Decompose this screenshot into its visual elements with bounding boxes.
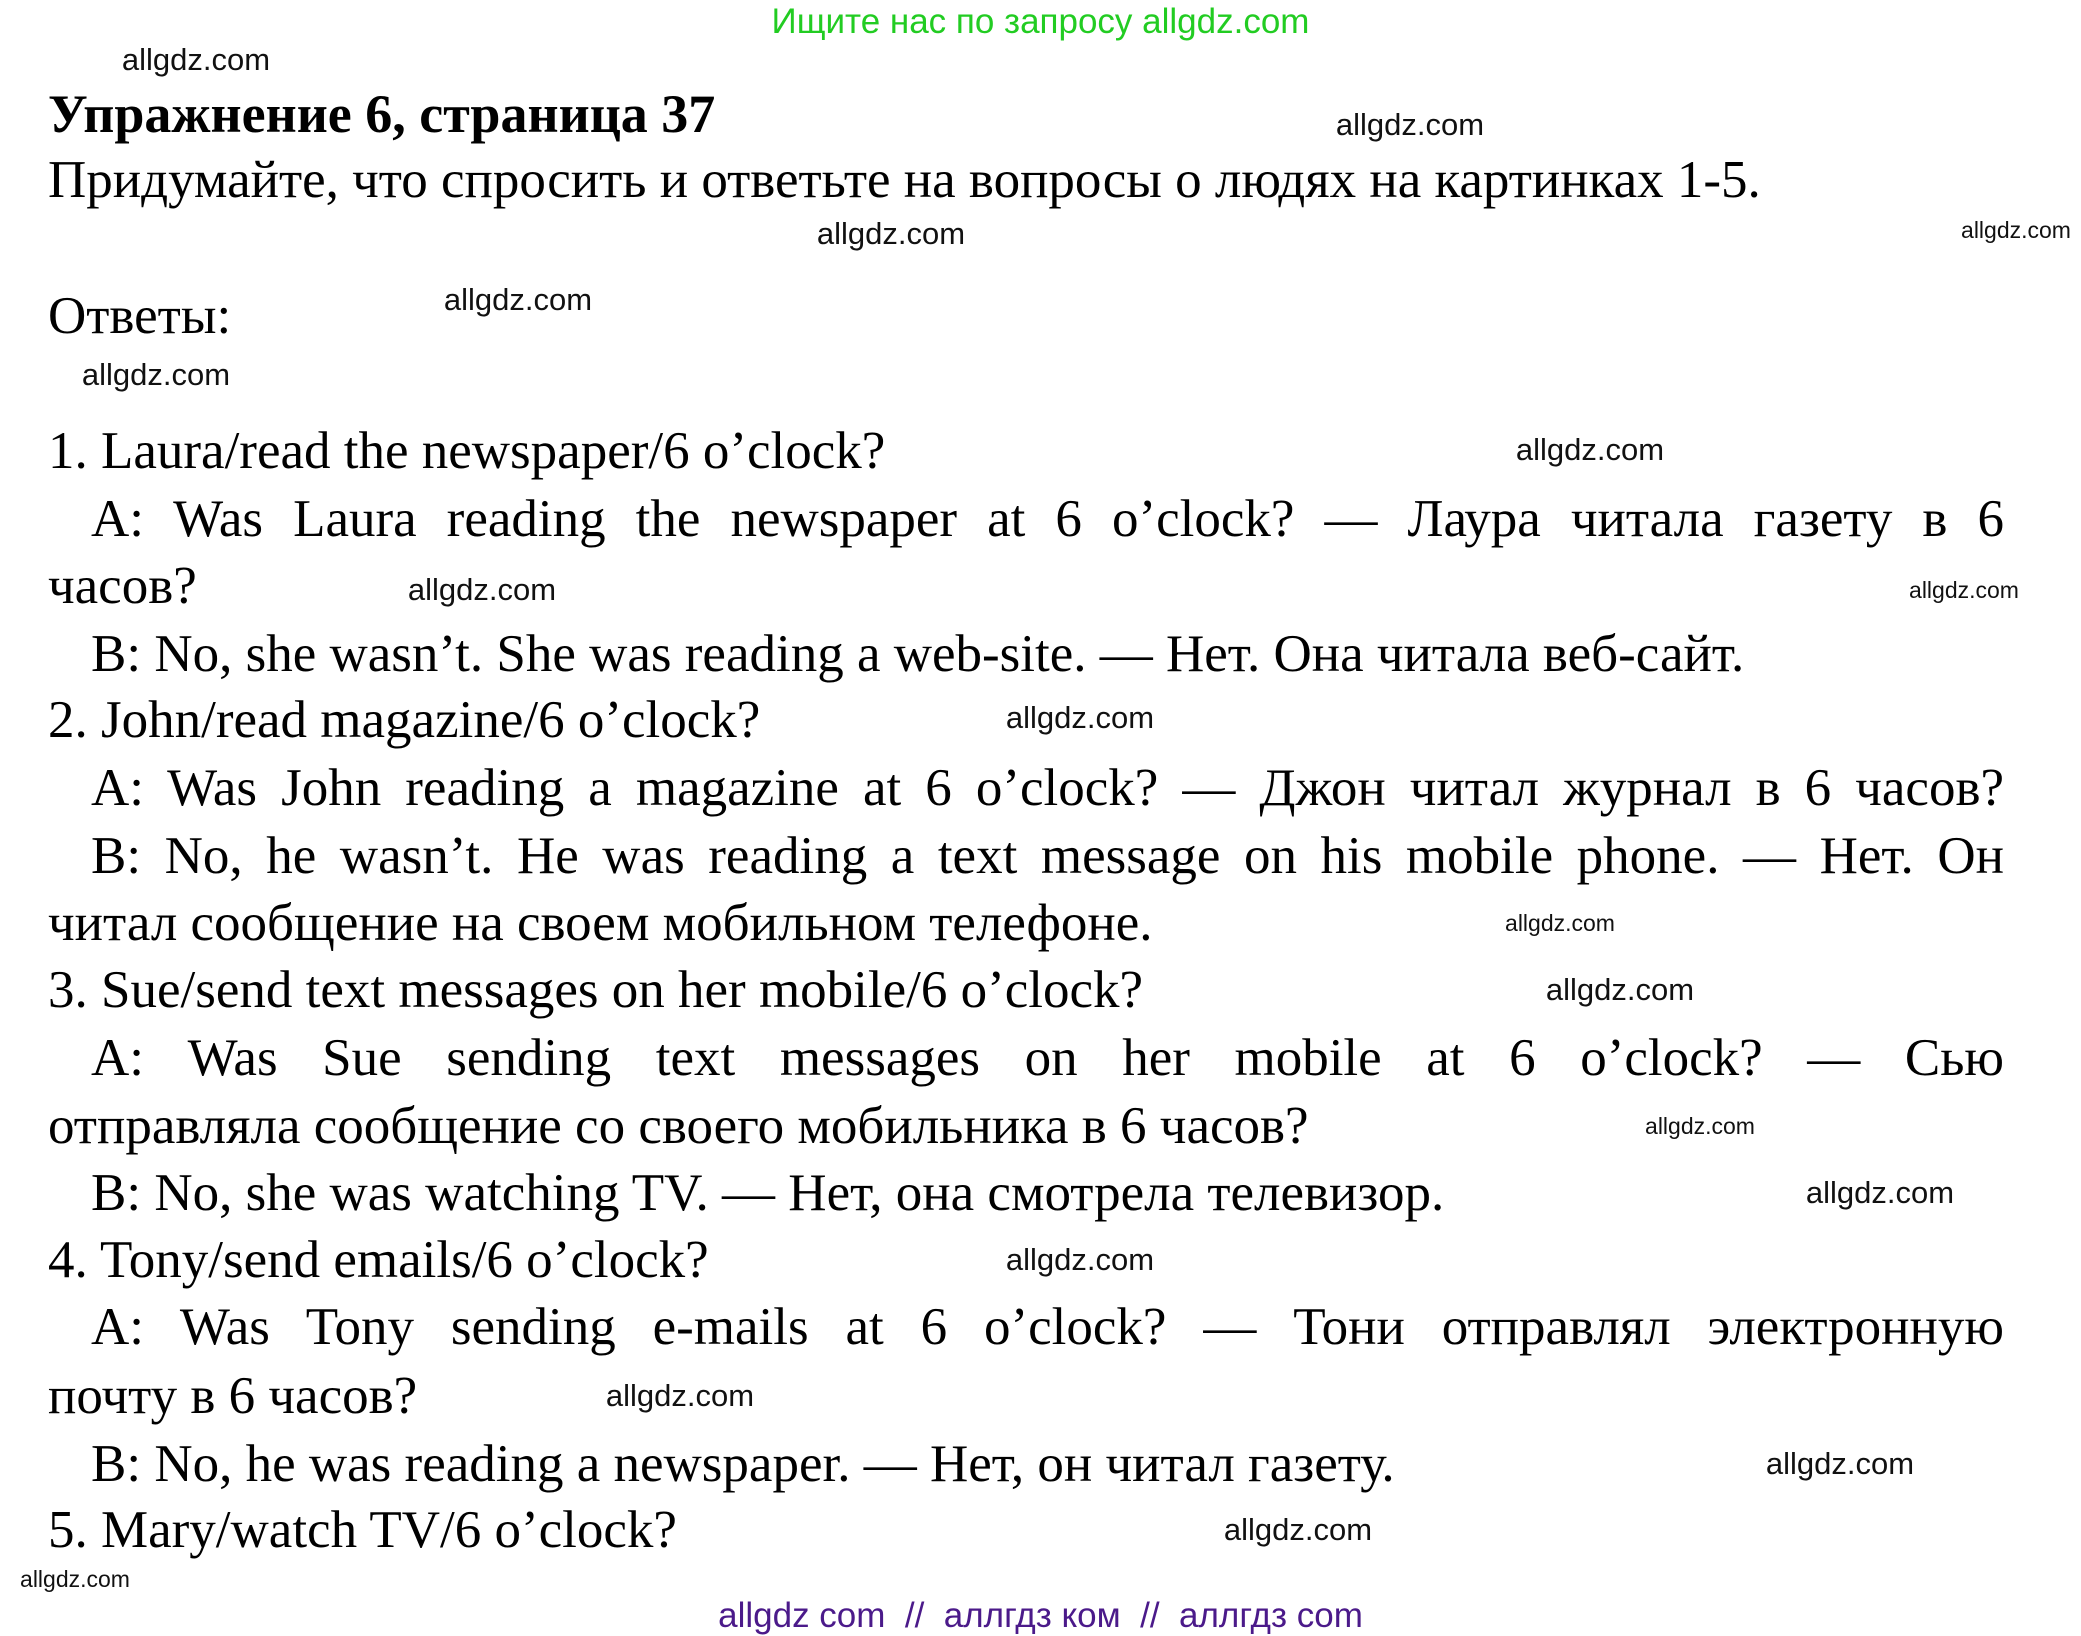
answer-1-a-cont: часов? — [48, 557, 197, 615]
watermark: allgdz.com — [1005, 1242, 1155, 1277]
answer-1-b: B: No, she wasn’t. She was reading a web-site. — Нет. Она читала веб-сайт. — [91, 625, 1745, 683]
exercise-title: Упражнение 6, страница 37 — [48, 84, 716, 144]
answer-2-b: B: No, he wasn’t. He was reading a text message on his mobile phone. — Нет. Он — [91, 827, 2004, 885]
watermark: allgdz.com — [1335, 107, 1485, 142]
answer-3-b: B: No, she was watching TV. — Нет, она смотрела телевизор. — [91, 1164, 1445, 1222]
watermark: allgdz.com — [1805, 1175, 1955, 1210]
watermark: allgdz.com — [1765, 1446, 1915, 1481]
watermark: allgdz.com — [1505, 910, 1615, 936]
answer-2-b-cont: читал сообщение на своем мобильном телефоне. — [48, 894, 1153, 952]
watermark: allgdz.com — [816, 216, 966, 251]
question-1: 1. Laura/read the newspaper/6 o’clock? — [48, 422, 886, 480]
answer-1-a: A: Was Laura reading the newspaper at 6 o’clock? — Лаура читала газету в 6 — [91, 490, 2004, 548]
answer-2-a: A: Was John reading a magazine at 6 o’clock? — Джон читал журнал в 6 часов? — [91, 759, 2004, 817]
question-5: 5. Mary/watch TV/6 o’clock? — [48, 1501, 677, 1559]
answers-label: Ответы: — [48, 287, 232, 345]
watermark: allgdz.com — [1961, 217, 2071, 243]
question-2: 2. John/read magazine/6 o’clock? — [48, 691, 761, 749]
answer-3-a-cont: отправляла сообщение со своего мобильника в 6 часов? — [48, 1097, 1309, 1155]
search-banner: Ищите нас по запросу allgdz.com — [771, 2, 1310, 41]
task-text: Придумайте, что спросить и ответьте на вопросы о людях на картинках 1-5. — [48, 151, 1761, 209]
answer-4-b: B: No, he was reading a newspaper. — Нет, он читал газету. — [91, 1435, 1395, 1493]
watermark: allgdz.com — [407, 572, 557, 607]
question-4: 4. Tony/send emails/6 o’clock? — [48, 1231, 709, 1289]
answer-3-a: A: Was Sue sending text messages on her mobile at 6 o’clock? — Сью — [91, 1029, 2004, 1087]
watermark: allgdz.com — [1545, 972, 1695, 1007]
watermark: allgdz.com — [1909, 577, 2019, 603]
watermark: allgdz.com — [443, 282, 593, 317]
watermark: allgdz.com — [20, 1566, 130, 1592]
watermark: allgdz.com — [1645, 1113, 1755, 1139]
footer-links[interactable]: allgdz com // аллгдз ком // аллгдз com — [718, 1596, 1363, 1635]
answer-4-a: A: Was Tony sending e-mails at 6 o’clock? — Тони отправлял электронную — [91, 1298, 2004, 1356]
watermark: allgdz.com — [1515, 432, 1665, 467]
watermark: allgdz.com — [1005, 700, 1155, 735]
answer-4-a-cont: почту в 6 часов? — [48, 1367, 418, 1425]
watermark: allgdz.com — [121, 42, 271, 77]
watermark: allgdz.com — [1223, 1512, 1373, 1547]
watermark: allgdz.com — [81, 357, 231, 392]
question-3: 3. Sue/send text messages on her mobile/6 o’clock? — [48, 961, 1144, 1019]
watermark: allgdz.com — [605, 1378, 755, 1413]
